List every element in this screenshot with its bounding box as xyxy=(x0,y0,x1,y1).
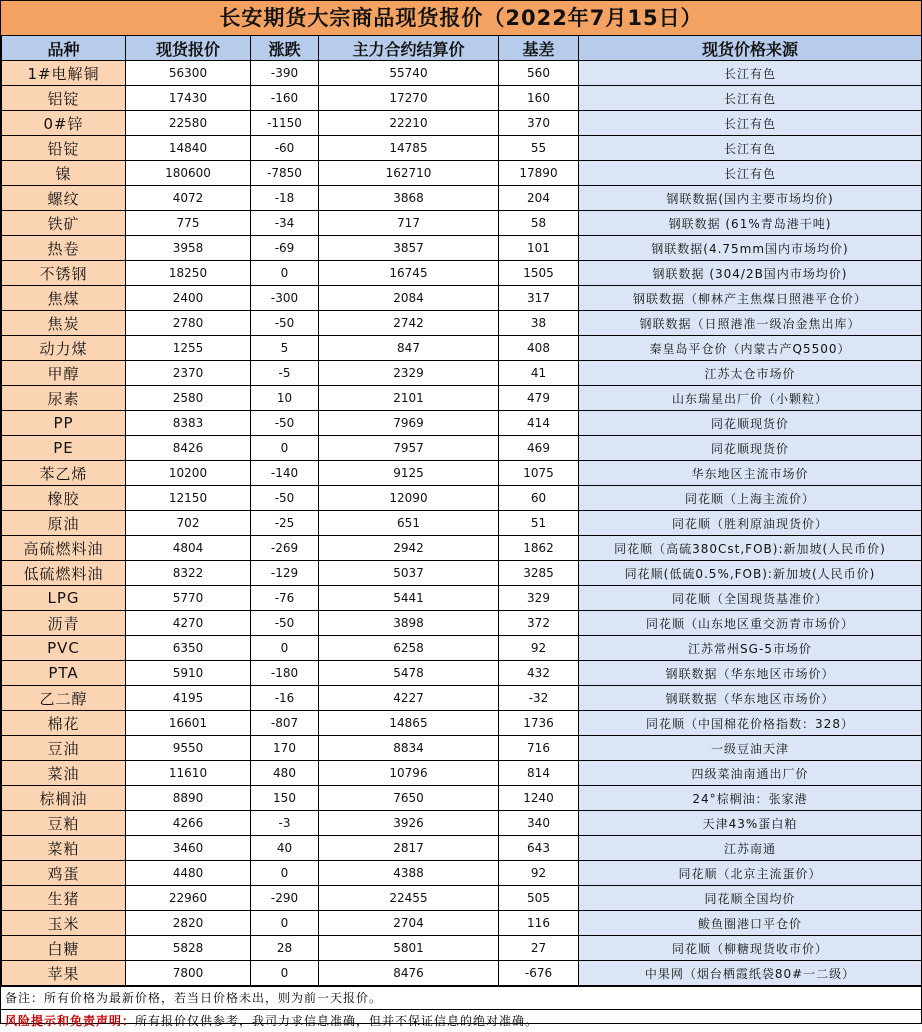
change-cell: -180 xyxy=(251,661,319,686)
change-cell: 0 xyxy=(251,261,319,286)
price-source-cell: 同花顺（全国现货基准价） xyxy=(579,586,922,611)
spot-price-cell: 8322 xyxy=(126,561,251,586)
settlement-price-cell: 717 xyxy=(319,211,499,236)
table-row xyxy=(2,461,922,486)
change-cell: -160 xyxy=(251,86,319,111)
spot-price-cell: 16601 xyxy=(126,711,251,736)
table-row xyxy=(2,686,922,711)
settlement-price-cell: 5441 xyxy=(319,586,499,611)
header-settlement-price: 主力合约结算价 xyxy=(319,36,499,61)
basis-cell: 1075 xyxy=(499,461,579,486)
table-header-row xyxy=(2,36,922,61)
table-row xyxy=(2,411,922,436)
change-cell: -1150 xyxy=(251,111,319,136)
variety-cell: 橡胶 xyxy=(2,486,126,511)
variety-cell: 1#电解铜 xyxy=(2,61,126,86)
header-basis: 基差 xyxy=(499,36,579,61)
spot-price-cell: 9550 xyxy=(126,736,251,761)
table-row xyxy=(2,886,922,911)
price-source-cell: 同花顺（上海主流价） xyxy=(579,486,922,511)
basis-cell: 469 xyxy=(499,436,579,461)
footnote: 备注：所有价格为最新价格，若当日价格未出，则为前一天报价。 xyxy=(1,986,921,1009)
basis-cell: -32 xyxy=(499,686,579,711)
spot-price-cell: 2780 xyxy=(126,311,251,336)
spot-price-cell: 8426 xyxy=(126,436,251,461)
settlement-price-cell: 847 xyxy=(319,336,499,361)
price-source-cell: 钢联数据(国内主要市场均价) xyxy=(579,186,922,211)
change-cell: -60 xyxy=(251,136,319,161)
settlement-price-cell: 3857 xyxy=(319,236,499,261)
variety-cell: 原油 xyxy=(2,511,126,536)
price-source-cell: 长江有色 xyxy=(579,61,922,86)
spot-price-cell: 17430 xyxy=(126,86,251,111)
price-source-cell: 钢联数据（华东地区市场价） xyxy=(579,686,922,711)
basis-cell: 38 xyxy=(499,311,579,336)
variety-cell: 豆粕 xyxy=(2,811,126,836)
basis-cell: 41 xyxy=(499,361,579,386)
settlement-price-cell: 2742 xyxy=(319,311,499,336)
table-row xyxy=(2,236,922,261)
price-source-cell: 江苏常州SG-5市场价 xyxy=(579,636,922,661)
settlement-price-cell: 22210 xyxy=(319,111,499,136)
variety-cell: 菜粕 xyxy=(2,836,126,861)
spot-price-cell: 4072 xyxy=(126,186,251,211)
basis-cell: 60 xyxy=(499,486,579,511)
page-title: 长安期货大宗商品现货报价（2022年7月15日） xyxy=(1,1,921,36)
settlement-price-cell: 22455 xyxy=(319,886,499,911)
table-row xyxy=(2,136,922,161)
price-source-cell: 同花顺全国均价 xyxy=(579,886,922,911)
table-row xyxy=(2,186,922,211)
spot-price-cell: 3958 xyxy=(126,236,251,261)
price-source-cell: 天津43%蛋白粕 xyxy=(579,811,922,836)
settlement-price-cell: 4227 xyxy=(319,686,499,711)
basis-cell: 17890 xyxy=(499,161,579,186)
change-cell: 0 xyxy=(251,436,319,461)
price-source-cell: 江苏太仓市场价 xyxy=(579,361,922,386)
settlement-price-cell: 2329 xyxy=(319,361,499,386)
price-source-cell: 同花顺（柳糖现货收市价） xyxy=(579,936,922,961)
price-source-cell: 中果网（烟台栖霞纸袋80#一二级） xyxy=(579,961,922,986)
variety-cell: PVC xyxy=(2,636,126,661)
settlement-price-cell: 17270 xyxy=(319,86,499,111)
variety-cell: PE xyxy=(2,436,126,461)
spot-price-cell: 12150 xyxy=(126,486,251,511)
settlement-price-cell: 7969 xyxy=(319,411,499,436)
basis-cell: 204 xyxy=(499,186,579,211)
settlement-price-cell: 651 xyxy=(319,511,499,536)
price-source-cell: 长江有色 xyxy=(579,111,922,136)
spot-price-cell: 2370 xyxy=(126,361,251,386)
price-source-cell: 钢联数据（华东地区市场价） xyxy=(579,661,922,686)
table-row xyxy=(2,761,922,786)
basis-cell: 92 xyxy=(499,636,579,661)
change-cell: -76 xyxy=(251,586,319,611)
price-source-cell: 长江有色 xyxy=(579,86,922,111)
basis-cell: 479 xyxy=(499,386,579,411)
table-row xyxy=(2,636,922,661)
settlement-price-cell: 12090 xyxy=(319,486,499,511)
table-row xyxy=(2,161,922,186)
basis-cell: 408 xyxy=(499,336,579,361)
variety-cell: 玉米 xyxy=(2,911,126,936)
spot-price-cell: 4270 xyxy=(126,611,251,636)
table-row xyxy=(2,786,922,811)
disclaimer-text: 所有报价仅供参考，我司力求信息准确，但并不保证信息的绝对准确。 xyxy=(135,1014,539,1028)
spot-price-cell: 2580 xyxy=(126,386,251,411)
basis-cell: 27 xyxy=(499,936,579,961)
settlement-price-cell: 9125 xyxy=(319,461,499,486)
basis-cell: 432 xyxy=(499,661,579,686)
table-body xyxy=(2,61,922,986)
variety-cell: 沥青 xyxy=(2,611,126,636)
settlement-price-cell: 6258 xyxy=(319,636,499,661)
variety-cell: 镍 xyxy=(2,161,126,186)
variety-cell: 棕榈油 xyxy=(2,786,126,811)
basis-cell: -676 xyxy=(499,961,579,986)
basis-cell: 1862 xyxy=(499,536,579,561)
change-cell: 40 xyxy=(251,836,319,861)
price-source-cell: 钢联数据（日照港准一级冶金焦出库） xyxy=(579,311,922,336)
change-cell: -129 xyxy=(251,561,319,586)
table-row xyxy=(2,611,922,636)
disclaimer-label: 风险提示和免责声明： xyxy=(5,1014,136,1028)
price-source-cell: 长江有色 xyxy=(579,136,922,161)
price-source-cell: 同花顺（北京主流蛋价） xyxy=(579,861,922,886)
basis-cell: 58 xyxy=(499,211,579,236)
price-source-cell: 秦皇岛平仓价（内蒙古产Q5500） xyxy=(579,336,922,361)
price-source-cell: 同花顺现货价 xyxy=(579,411,922,436)
table-row xyxy=(2,261,922,286)
spot-price-cell: 14840 xyxy=(126,136,251,161)
variety-cell: 高硫燃料油 xyxy=(2,536,126,561)
change-cell: 10 xyxy=(251,386,319,411)
change-cell: -290 xyxy=(251,886,319,911)
settlement-price-cell: 3868 xyxy=(319,186,499,211)
basis-cell: 814 xyxy=(499,761,579,786)
settlement-price-cell: 8476 xyxy=(319,961,499,986)
settlement-price-cell: 14785 xyxy=(319,136,499,161)
change-cell: 28 xyxy=(251,936,319,961)
spot-price-cell: 4804 xyxy=(126,536,251,561)
price-source-cell: 24°棕榈油：张家港 xyxy=(579,786,922,811)
variety-cell: 尿素 xyxy=(2,386,126,411)
settlement-price-cell: 8834 xyxy=(319,736,499,761)
basis-cell: 1505 xyxy=(499,261,579,286)
basis-cell: 329 xyxy=(499,586,579,611)
price-source-cell: 四级菜油南通出厂价 xyxy=(579,761,922,786)
spot-price-cell: 2820 xyxy=(126,911,251,936)
spot-price-cell: 56300 xyxy=(126,61,251,86)
variety-cell: 铝锭 xyxy=(2,86,126,111)
table-row xyxy=(2,511,922,536)
settlement-price-cell: 10796 xyxy=(319,761,499,786)
settlement-price-cell: 4388 xyxy=(319,861,499,886)
spot-price-cell: 6350 xyxy=(126,636,251,661)
change-cell: -34 xyxy=(251,211,319,236)
table-row xyxy=(2,111,922,136)
variety-cell: PTA xyxy=(2,661,126,686)
change-cell: 0 xyxy=(251,911,319,936)
settlement-price-cell: 5478 xyxy=(319,661,499,686)
basis-cell: 160 xyxy=(499,86,579,111)
spot-price-cell: 8383 xyxy=(126,411,251,436)
settlement-price-cell: 2817 xyxy=(319,836,499,861)
spot-price-cell: 702 xyxy=(126,511,251,536)
price-source-cell: 江苏南通 xyxy=(579,836,922,861)
table-row xyxy=(2,661,922,686)
price-source-cell: 山东瑞星出厂价（小颗粒） xyxy=(579,386,922,411)
settlement-price-cell: 5037 xyxy=(319,561,499,586)
header-price-source: 现货价格来源 xyxy=(579,36,922,61)
spot-price-cell: 5828 xyxy=(126,936,251,961)
table-row xyxy=(2,711,922,736)
header-spot-price: 现货报价 xyxy=(126,36,251,61)
change-cell: -807 xyxy=(251,711,319,736)
change-cell: -16 xyxy=(251,686,319,711)
table-row xyxy=(2,336,922,361)
variety-cell: 热卷 xyxy=(2,236,126,261)
basis-cell: 1240 xyxy=(499,786,579,811)
change-cell: -50 xyxy=(251,311,319,336)
variety-cell: 生猪 xyxy=(2,886,126,911)
variety-cell: 动力煤 xyxy=(2,336,126,361)
change-cell: -69 xyxy=(251,236,319,261)
basis-cell: 116 xyxy=(499,911,579,936)
table-row xyxy=(2,811,922,836)
basis-cell: 560 xyxy=(499,61,579,86)
change-cell: -140 xyxy=(251,461,319,486)
change-cell: -269 xyxy=(251,536,319,561)
table-row xyxy=(2,486,922,511)
settlement-price-cell: 2101 xyxy=(319,386,499,411)
basis-cell: 505 xyxy=(499,886,579,911)
spot-price-cell: 5770 xyxy=(126,586,251,611)
spot-price-cell: 3460 xyxy=(126,836,251,861)
header-change: 涨跌 xyxy=(251,36,319,61)
price-table xyxy=(1,36,922,986)
spot-price-cell: 22580 xyxy=(126,111,251,136)
variety-cell: 鸡蛋 xyxy=(2,861,126,886)
settlement-price-cell: 2942 xyxy=(319,536,499,561)
change-cell: -50 xyxy=(251,486,319,511)
variety-cell: 低硫燃料油 xyxy=(2,561,126,586)
table-row xyxy=(2,361,922,386)
settlement-price-cell: 3898 xyxy=(319,611,499,636)
change-cell: -18 xyxy=(251,186,319,211)
basis-cell: 92 xyxy=(499,861,579,886)
basis-cell: 55 xyxy=(499,136,579,161)
settlement-price-cell: 55740 xyxy=(319,61,499,86)
change-cell: -25 xyxy=(251,511,319,536)
change-cell: 0 xyxy=(251,636,319,661)
variety-cell: LPG xyxy=(2,586,126,611)
basis-cell: 101 xyxy=(499,236,579,261)
basis-cell: 716 xyxy=(499,736,579,761)
basis-cell: 370 xyxy=(499,111,579,136)
variety-cell: 铁矿 xyxy=(2,211,126,236)
price-source-cell: 同花顺（高硫380Cst,FOB):新加坡(人民币价) xyxy=(579,536,922,561)
table-row xyxy=(2,861,922,886)
change-cell: 0 xyxy=(251,961,319,986)
price-source-cell: 同花顺现货价 xyxy=(579,436,922,461)
variety-cell: 0#锌 xyxy=(2,111,126,136)
spot-price-cell: 180600 xyxy=(126,161,251,186)
settlement-price-cell: 3926 xyxy=(319,811,499,836)
variety-cell: 苯乙烯 xyxy=(2,461,126,486)
variety-cell: 棉花 xyxy=(2,711,126,736)
basis-cell: 1736 xyxy=(499,711,579,736)
table-row xyxy=(2,586,922,611)
settlement-price-cell: 5801 xyxy=(319,936,499,961)
price-source-cell: 同花顺（中国棉花价格指数：328） xyxy=(579,711,922,736)
spot-price-cell: 5910 xyxy=(126,661,251,686)
table-row xyxy=(2,736,922,761)
change-cell: 5 xyxy=(251,336,319,361)
price-source-cell: 钢联数据 (61%青岛港干吨) xyxy=(579,211,922,236)
change-cell: -390 xyxy=(251,61,319,86)
basis-cell: 340 xyxy=(499,811,579,836)
change-cell: 480 xyxy=(251,761,319,786)
variety-cell: PP xyxy=(2,411,126,436)
table-row xyxy=(2,936,922,961)
change-cell: -50 xyxy=(251,411,319,436)
spot-price-cell: 4266 xyxy=(126,811,251,836)
price-source-cell: 钢联数据 (304/2B国内市场均价) xyxy=(579,261,922,286)
table-row xyxy=(2,386,922,411)
basis-cell: 643 xyxy=(499,836,579,861)
variety-cell: 豆油 xyxy=(2,736,126,761)
price-source-cell: 华东地区主流市场价 xyxy=(579,461,922,486)
table-row xyxy=(2,86,922,111)
basis-cell: 51 xyxy=(499,511,579,536)
spot-price-cell: 8890 xyxy=(126,786,251,811)
table-row xyxy=(2,536,922,561)
basis-cell: 3285 xyxy=(499,561,579,586)
settlement-price-cell: 16745 xyxy=(319,261,499,286)
table-row xyxy=(2,961,922,986)
spot-price-cell: 4480 xyxy=(126,861,251,886)
change-cell: -3 xyxy=(251,811,319,836)
variety-cell: 焦煤 xyxy=(2,286,126,311)
variety-cell: 铅锭 xyxy=(2,136,126,161)
change-cell: -50 xyxy=(251,611,319,636)
table-row xyxy=(2,561,922,586)
variety-cell: 苹果 xyxy=(2,961,126,986)
basis-cell: 317 xyxy=(499,286,579,311)
spot-price-cell: 775 xyxy=(126,211,251,236)
variety-cell: 甲醇 xyxy=(2,361,126,386)
change-cell: 0 xyxy=(251,861,319,886)
price-source-cell: 同花顺（山东地区重交沥青市场价） xyxy=(579,611,922,636)
price-source-cell: 钢联数据（柳林产主焦煤日照港平仓价） xyxy=(579,286,922,311)
variety-cell: 螺纹 xyxy=(2,186,126,211)
basis-cell: 372 xyxy=(499,611,579,636)
price-source-cell: 长江有色 xyxy=(579,161,922,186)
spot-price-cell: 2400 xyxy=(126,286,251,311)
price-source-cell: 鲅鱼圈港口平仓价 xyxy=(579,911,922,936)
spot-price-cell: 7800 xyxy=(126,961,251,986)
table-row xyxy=(2,211,922,236)
table-row xyxy=(2,61,922,86)
price-source-cell: 同花顺(低硫0.5%,FOB):新加坡(人民币价) xyxy=(579,561,922,586)
variety-cell: 白糖 xyxy=(2,936,126,961)
change-cell: 170 xyxy=(251,736,319,761)
price-source-cell: 一级豆油天津 xyxy=(579,736,922,761)
variety-cell: 不锈钢 xyxy=(2,261,126,286)
spot-price-cell: 11610 xyxy=(126,761,251,786)
change-cell: 150 xyxy=(251,786,319,811)
basis-cell: 414 xyxy=(499,411,579,436)
header-variety: 品种 xyxy=(2,36,126,61)
settlement-price-cell: 162710 xyxy=(319,161,499,186)
price-source-cell: 钢联数据(4.75mm国内市场均价) xyxy=(579,236,922,261)
disclaimer xyxy=(1,1009,921,1032)
change-cell: -7850 xyxy=(251,161,319,186)
variety-cell: 焦炭 xyxy=(2,311,126,336)
table-row xyxy=(2,836,922,861)
table-row xyxy=(2,436,922,461)
change-cell: -5 xyxy=(251,361,319,386)
spot-price-cell: 4195 xyxy=(126,686,251,711)
settlement-price-cell: 2084 xyxy=(319,286,499,311)
table-row xyxy=(2,911,922,936)
price-source-cell: 同花顺（胜利原油现货价） xyxy=(579,511,922,536)
table-row xyxy=(2,286,922,311)
change-cell: -300 xyxy=(251,286,319,311)
variety-cell: 乙二醇 xyxy=(2,686,126,711)
spot-price-cell: 10200 xyxy=(126,461,251,486)
settlement-price-cell: 2704 xyxy=(319,911,499,936)
table-row xyxy=(2,311,922,336)
settlement-price-cell: 7957 xyxy=(319,436,499,461)
settlement-price-cell: 14865 xyxy=(319,711,499,736)
spot-price-cell: 1255 xyxy=(126,336,251,361)
spot-price-cell: 18250 xyxy=(126,261,251,286)
spot-price-cell: 22960 xyxy=(126,886,251,911)
settlement-price-cell: 7650 xyxy=(319,786,499,811)
variety-cell: 菜油 xyxy=(2,761,126,786)
